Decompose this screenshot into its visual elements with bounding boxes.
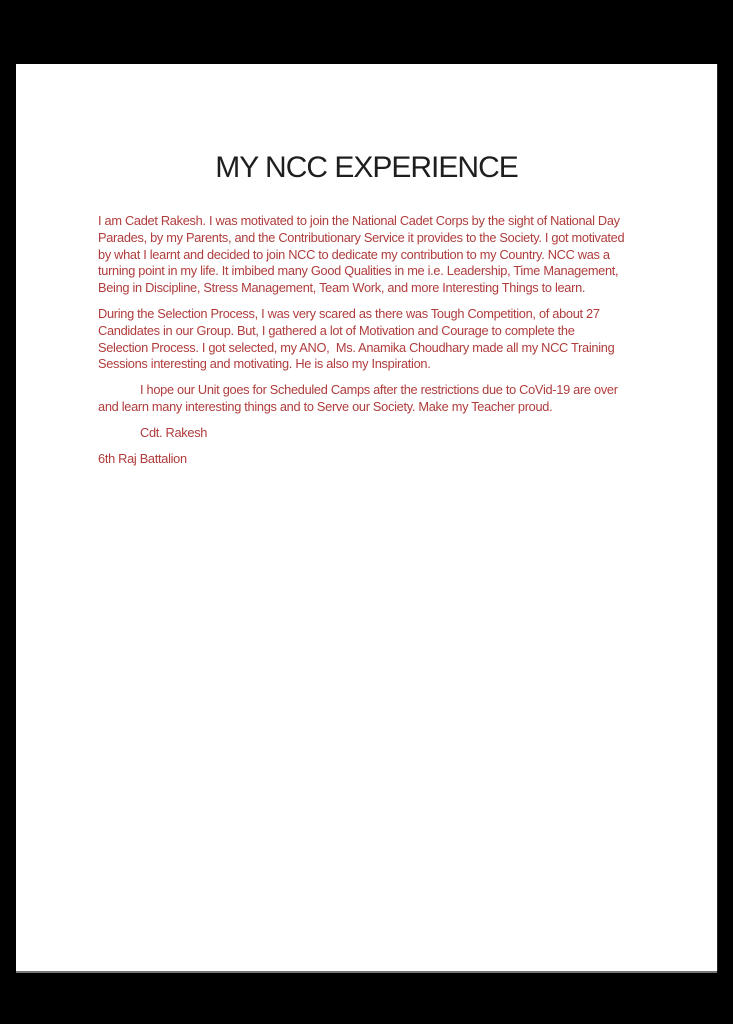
signature-line: Cdt. Rakesh	[140, 424, 208, 440]
document-body	[98, 213, 627, 467]
document-page	[16, 64, 717, 971]
paragraph-hope: I hope our Unit goes for Scheduled Camps after the restrictions due to CoVid-19 are over and learn many interesting things and to Serve our Society. Make my Teacher proud.	[98, 382, 621, 414]
battalion-line: 6th Raj Battalion	[98, 450, 187, 466]
document-title: MY NCC EXPERIENCE	[215, 151, 518, 184]
paragraph-intro: I am Cadet Rakesh. I was motivated to join the National Cadet Corps by the sight of National Day Parades, by my Parents, and the Contributionary Service it provides to the Society. I got motivated by what I learnt and decided to join NCC to dedicate my contribution to my Country. NCC was a turning point in my life. It imbibed many Good Qualities in me i.e. Leadership, Time Management, Being in Discipline, Stress Management, Team Work, and more Interesting Things to learn.	[98, 213, 628, 296]
paragraph-selection-process: During the Selection Process, I was very scared as there was Tough Competition, of about 27 Candidates in our Group. But, I gathered a lot of Motivation and Courage to complete the Selection Process. I got selected, my ANO, Ms. Anamika Choudhary made all my NCC Training Sessions interesting and motivating. He is also my Inspiration.	[98, 305, 618, 372]
